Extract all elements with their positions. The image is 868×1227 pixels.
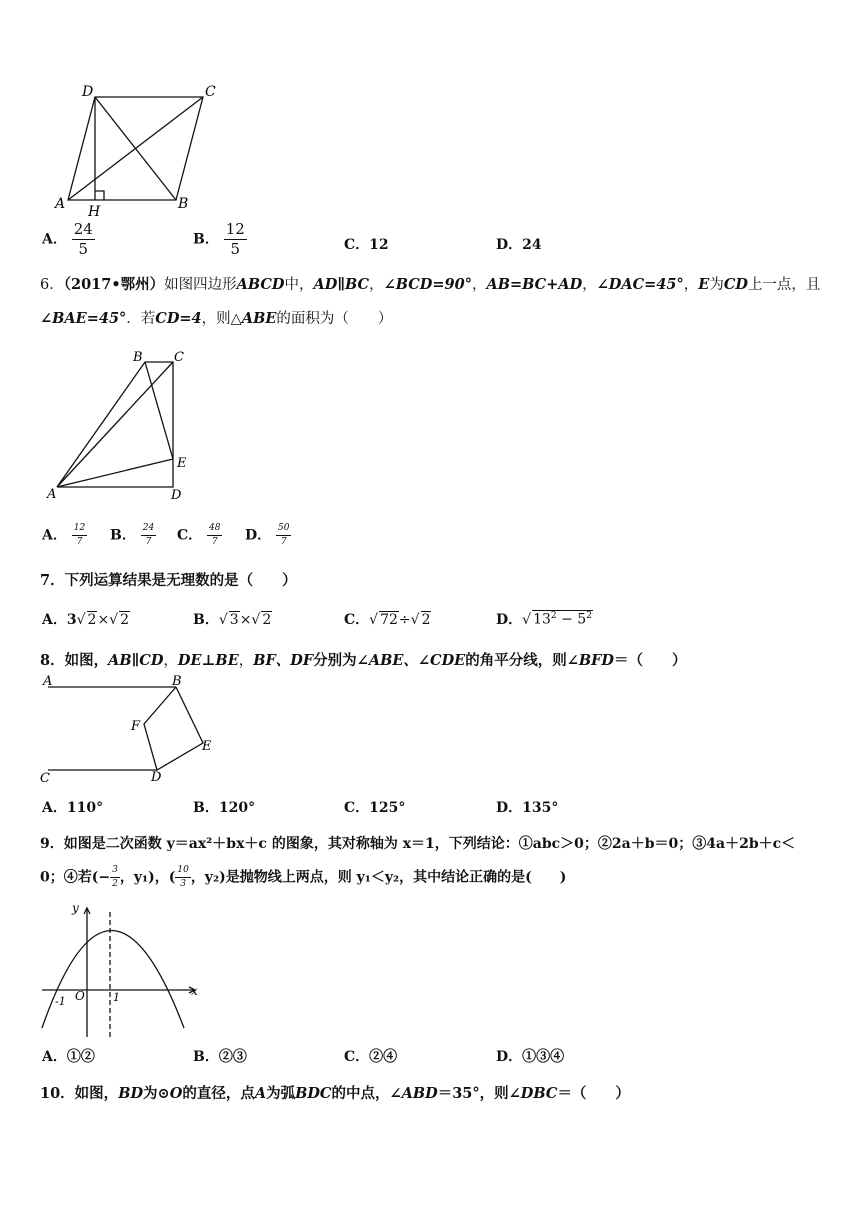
q6-option-a[interactable]: A． $\frac{12}{7}$: [42, 523, 86, 547]
q7-option-a[interactable]: A．3√ 2×√ 2: [42, 612, 130, 628]
label-A: A: [43, 674, 53, 689]
label-C: C: [174, 350, 184, 365]
q7-stem: 7．下列运算结果是无理数的是（ ）: [40, 572, 297, 589]
label-F: F: [131, 719, 141, 734]
label-A: A: [47, 487, 57, 502]
q8-stem: 8．如图，AB∥CD，DE⊥BE，BF、DF分别为∠ABE、∠CDE的角平分线，则∠BFD＝（ ）: [40, 652, 687, 669]
q6-option-d[interactable]: D． $\frac{50}{7}$: [245, 523, 290, 547]
label-neg1: -1: [55, 995, 66, 1008]
label-B: B: [133, 350, 143, 365]
label-E: E: [202, 739, 212, 754]
q5-figure: [50, 80, 230, 220]
q7-option-c[interactable]: C．√ 72÷√ 2: [344, 612, 431, 628]
q9-stem-line2: 0；④若(− $\frac{3}{2}$ ，y₁)，( $\frac{10}{3}$ ，y₂)是抛物线上两点，则 y₁＜y₂，其中结论正确的是( ): [40, 865, 567, 889]
q5-option-c[interactable]: C．12: [344, 237, 389, 253]
label-y: y: [72, 901, 79, 915]
label-D: D: [151, 770, 162, 785]
q8-option-d[interactable]: D．135°: [496, 800, 559, 816]
q5-option-a[interactable]: A． $\frac{24}{5}$: [42, 220, 93, 258]
label-D: D: [82, 84, 94, 100]
q9-option-d[interactable]: D．①③④: [496, 1049, 565, 1065]
q9-stem-line1: 9．如图是二次函数 y＝ax²＋bx＋c 的图象，其对称轴为 x＝1，下列结论：①abc＞0；②2a＋b＝0；③4a＋2b＋c＜: [40, 836, 796, 852]
q6-stem-line1: 6．（2017•鄂州）如图四边形ABCD中，AD∥BC，∠BCD=90°，AB=BC+AD，∠DAC=45°，E为CD上一点，且: [40, 276, 821, 293]
q8-option-b[interactable]: B．120°: [193, 800, 256, 816]
q9-option-b[interactable]: B．②③: [193, 1049, 247, 1065]
label-C: C: [205, 84, 216, 100]
q8-option-c[interactable]: C．125°: [344, 800, 406, 816]
q8-option-a[interactable]: A．110°: [42, 800, 104, 816]
q5-option-b[interactable]: B． $\frac{12}{5}$: [193, 220, 245, 258]
label-H: H: [88, 204, 101, 220]
label-x: x: [191, 984, 198, 998]
q10-stem: 10．如图，BD为⊙O的直径，点A为弧BDC的中点，∠ABD＝35°，则∠DBC＝（ ）: [40, 1085, 630, 1102]
label-B: B: [178, 196, 189, 212]
q6-option-c[interactable]: C． $\frac{48}{7}$: [177, 523, 221, 547]
q6-figure: [40, 345, 200, 505]
q6-option-b[interactable]: B． $\frac{24}{7}$: [110, 523, 155, 547]
label-E: E: [177, 456, 187, 471]
q9-figure: [38, 897, 208, 1042]
label-B: B: [172, 674, 182, 689]
label-1: 1: [113, 991, 120, 1004]
label-D: D: [171, 488, 182, 503]
q7-option-b[interactable]: B．√ 3×√ 2: [193, 612, 272, 628]
parabola-curve: [42, 931, 184, 1029]
q9-option-c[interactable]: C．②④: [344, 1049, 398, 1065]
q5-option-d[interactable]: D．24: [496, 237, 542, 253]
label-A: A: [55, 196, 66, 212]
q9-option-a[interactable]: A．①②: [42, 1049, 95, 1065]
label-O: O: [75, 989, 85, 1003]
q6-stem-line2: ∠BAE=45°．若CD=4，则△ABE的面积为（ ）: [40, 310, 393, 327]
label-C: C: [40, 771, 50, 786]
q7-option-d[interactable]: D．√ $13^2 - 5^2$: [496, 611, 592, 628]
q8-figure: [38, 670, 228, 788]
